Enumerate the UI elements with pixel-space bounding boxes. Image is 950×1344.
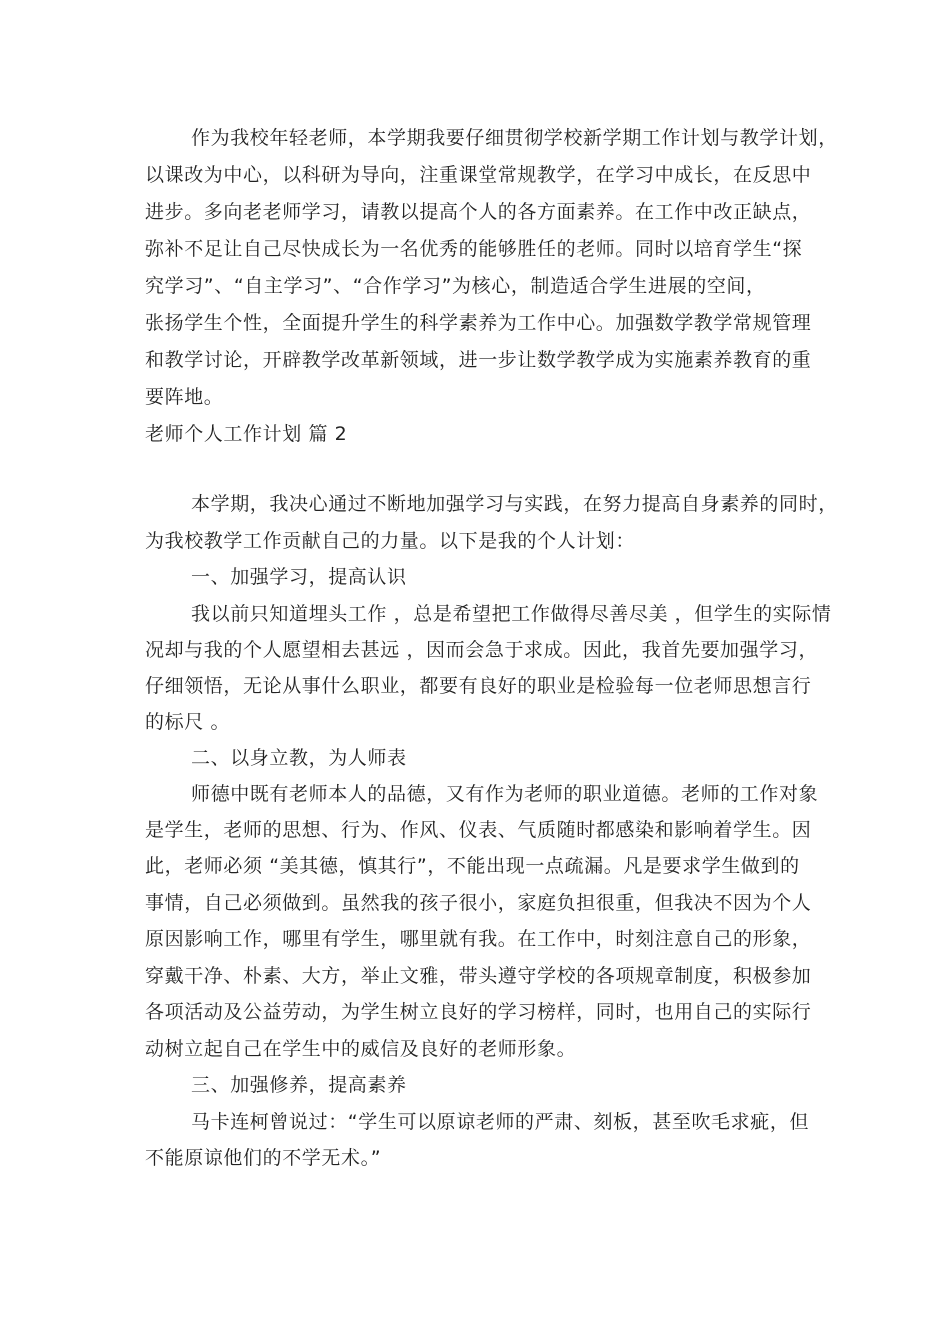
paragraph-line: 各项活动及公益劳动，为学生树立良好的学习榜样，同时，也用自己的实际行: [145, 1001, 812, 1023]
paragraph-line: 不能原谅他们的不学无术。”: [145, 1147, 382, 1169]
paragraph-line: 穿戴干净、朴素、大方，举止文雅，带头遵守学校的各项规章制度，积极参加: [145, 965, 812, 987]
paragraph-line: 动树立起自己在学生中的威信及良好的老师形象。: [145, 1038, 577, 1060]
paragraph-line: 仔细领悟，无论从事什么职业，都要有良好的职业是检验每一位老师思想言行: [145, 675, 812, 697]
subheading: 二、以身立教，为人师表: [191, 747, 407, 769]
paragraph-line: 事情，自己必须做到。虽然我的孩子很小，家庭负担很重，但我决不因为个人: [145, 892, 812, 914]
paragraph-line: 为我校教学工作贡献自己的力量。以下是我的个人计划：: [145, 530, 636, 552]
paragraph-line: 师德中既有老师本人的品德，又有作为老师的职业道德。老师的工作对象: [191, 783, 819, 805]
subheading: 一、加强学习，提高认识: [191, 566, 407, 588]
paragraph-line: 我以前只知道埋头工作 ，总是希望把工作做得尽善尽美 ，但学生的实际情: [191, 603, 832, 625]
paragraph-line: 原因影响工作，哪里有学生，哪里就有我。在工作中，时刻注意自己的形象，: [145, 928, 812, 950]
paragraph-line: 作为我校年轻老师，本学期我要仔细贯彻学校新学期工作计划与教学计划，: [191, 127, 838, 149]
paragraph-line: 以课改为中心，以科研为导向，注重课堂常规教学，在学习中成长，在反思中: [145, 164, 812, 186]
paragraph-line: 马卡连柯曾说过：“学生可以原谅老师的严肃、刻板，甚至吹毛求疵，但: [191, 1111, 810, 1133]
paragraph-line: 的标尺 。: [145, 711, 231, 733]
paragraph-line: 弥补不足让自己尽快成长为一名优秀的能够胜任的老师。同时以培育学生“探: [145, 238, 803, 260]
subheading: 三、加强修养，提高素养: [191, 1074, 407, 1096]
section-title: 老师个人工作计划 篇 2: [145, 423, 348, 445]
paragraph-line: 张扬学生个性，全面提升学生的科学素养为工作中心。加强数学教学常规管理: [145, 312, 812, 334]
paragraph-line: 此，老师必须 “美其德，慎其行”，不能出现一点疏漏。凡是要求学生做到的: [145, 855, 800, 877]
paragraph-line: 和教学讨论，开辟教学改革新领域，进一步让数学教学成为实施素养教育的重: [145, 349, 812, 371]
paragraph-line: 是学生，老师的思想、行为、作风、仪表、气质随时都感染和影响着学生。因: [145, 819, 812, 841]
paragraph-line: 进步。多向老老师学习，请教以提高个人的各方面素养。在工作中改正缺点，: [145, 201, 812, 223]
paragraph-line: 况却与我的个人愿望相去甚远 ，因而会急于求成。因此，我首先要加强学习，: [145, 639, 819, 661]
paragraph-line: 本学期，我决心通过不断地加强学习与实践，在努力提高自身素养的同时，: [191, 493, 838, 515]
paragraph-line: 究学习”、“自主学习”、“合作学习”为核心，制造适合学生进展的空间，: [145, 275, 766, 297]
paragraph-line: 要阵地。: [145, 386, 224, 408]
